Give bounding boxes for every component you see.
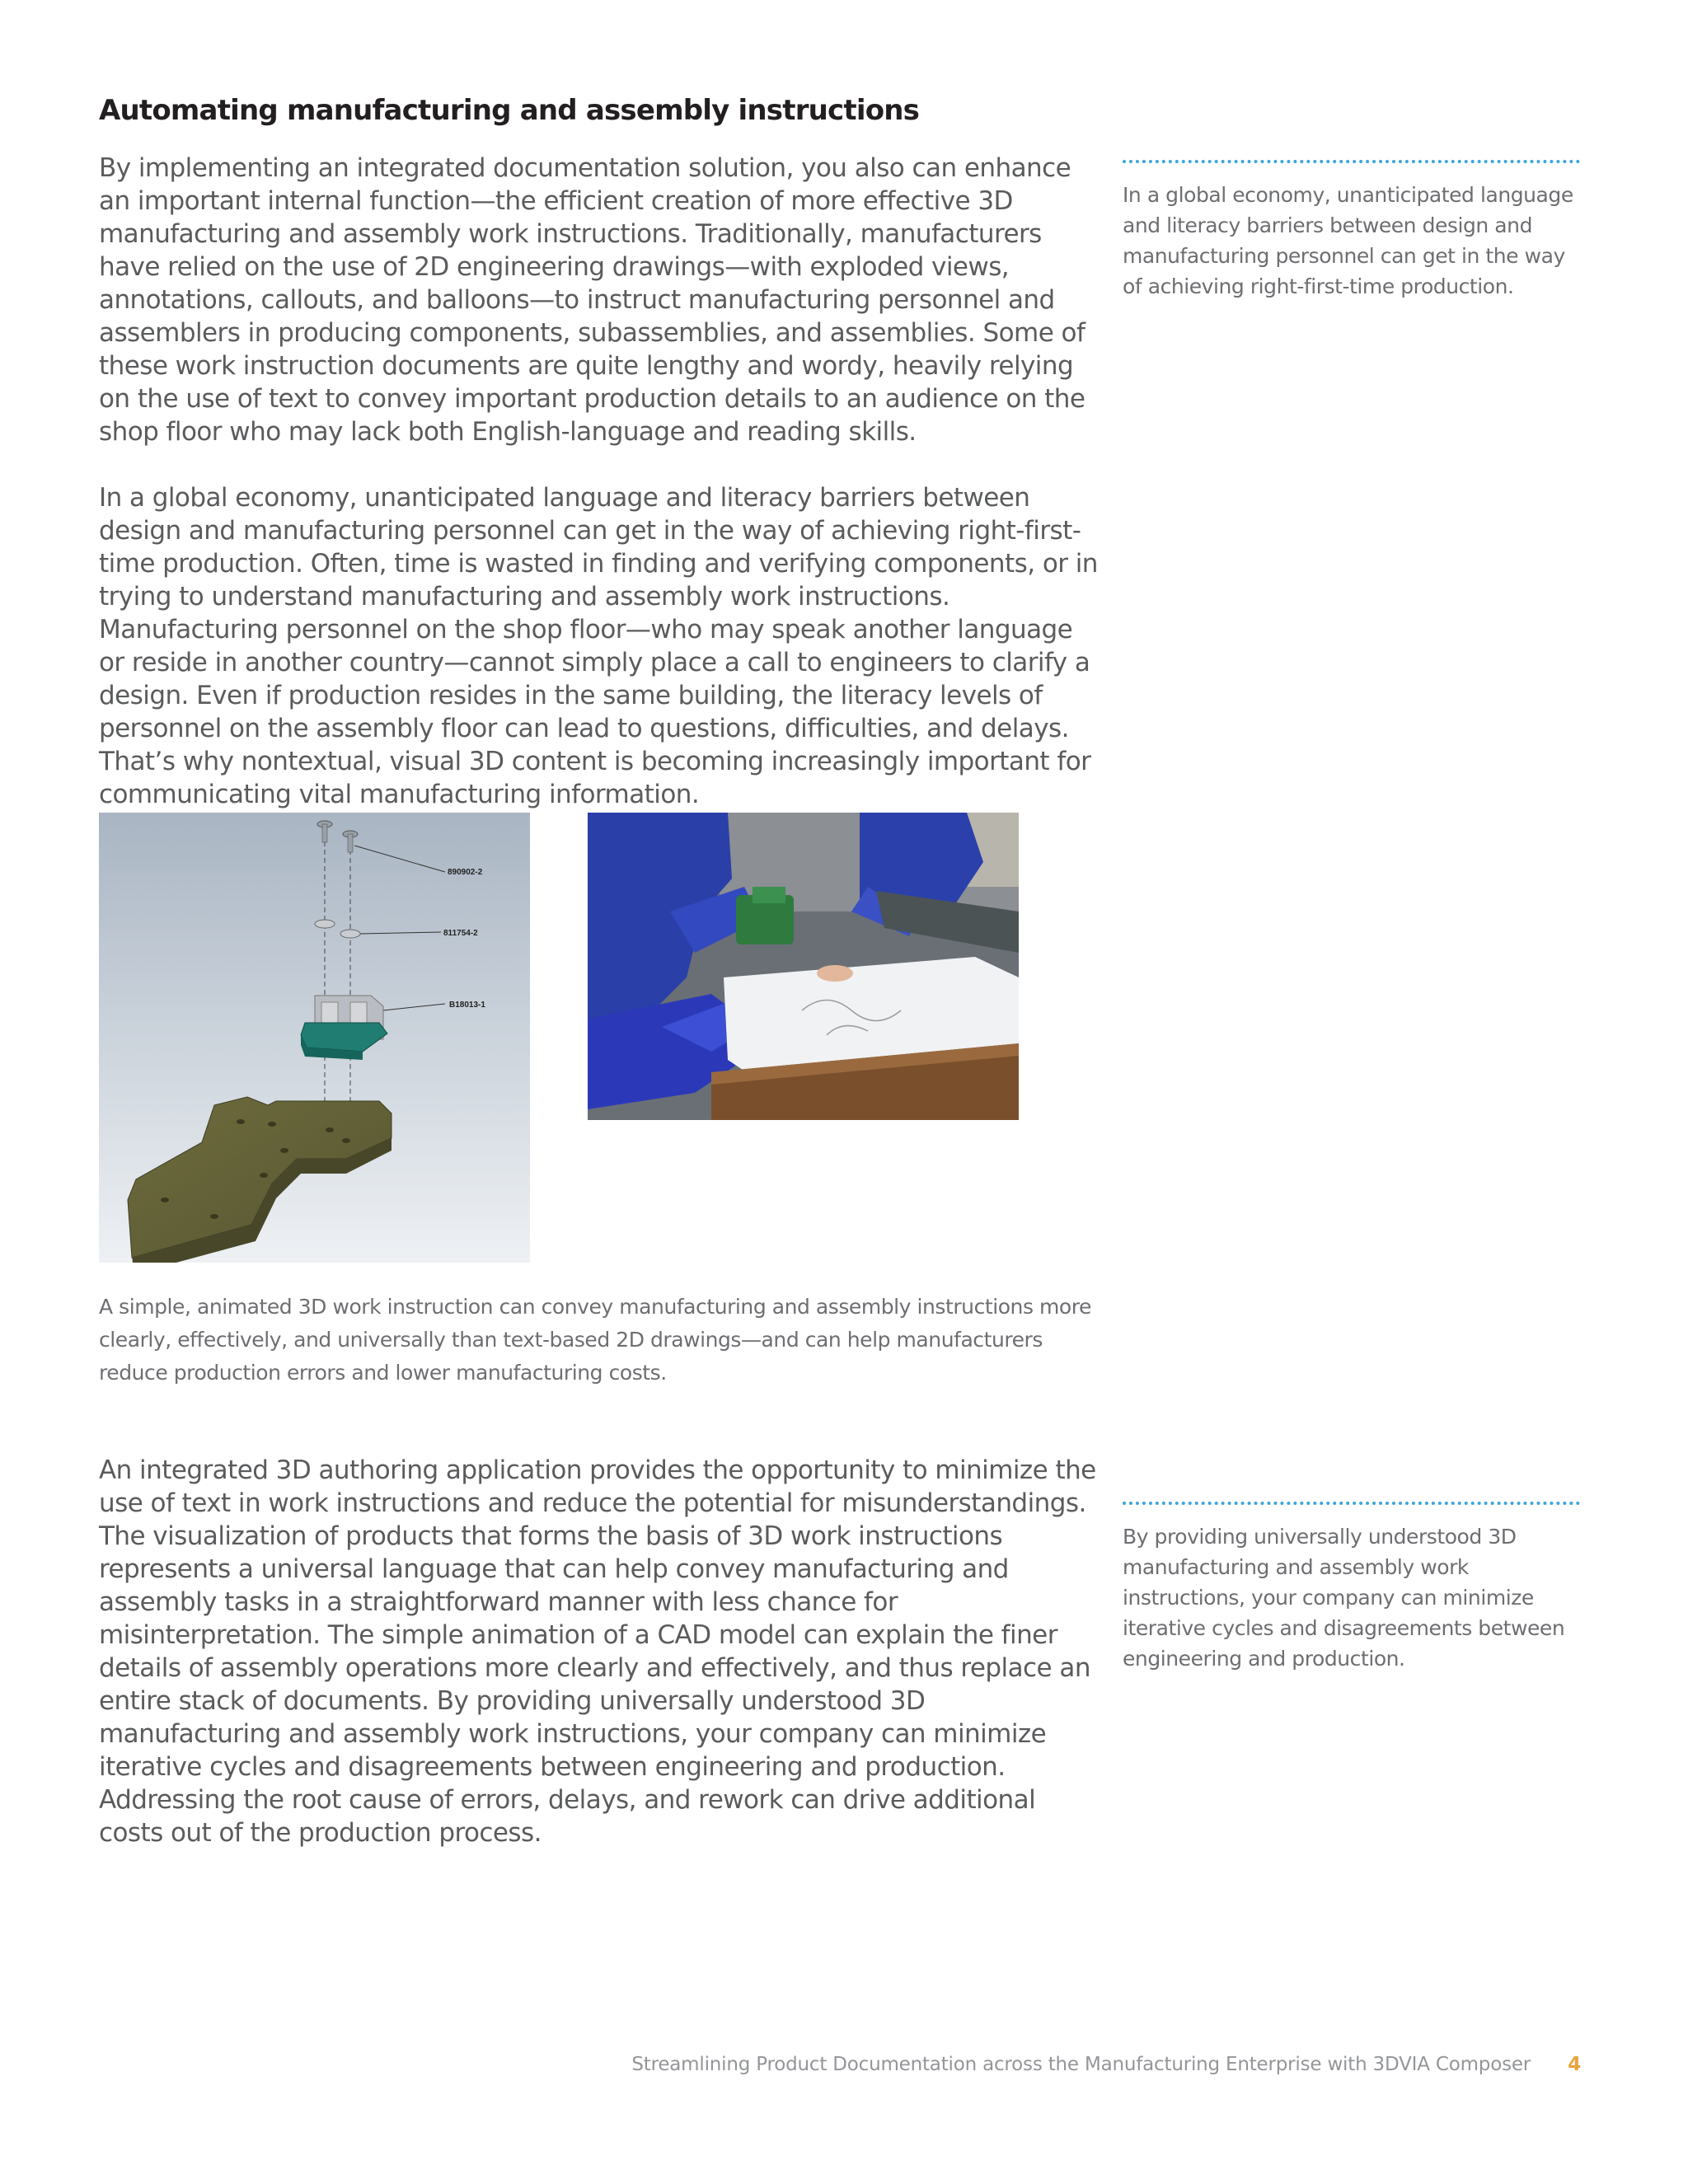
body-paragraph-1: By implementing an integrated documentation solution, you also can enhance an important internal function—the efficient creation of more effective 3D manufacturing and assembly work instructions. Traditionally, manufacturers have relied on the use of 2D engineering drawings—with exploded views, annotations, callouts, and balloons—to instruct manufacturing personnel and assemblers in producing components, subassemblies, and assemblies. Some of these work instruction documents are quite lengthy and wordy, heavily relying on the use of text to convey important production details to an audience on the shop floor who may lack both English-language and reading skills. xyxy=(99,153,1085,447)
cad-exploded-view-image xyxy=(99,813,530,1263)
sidebar-quote-text: By providing universally understood 3D manufacturing and assembly work instructions, your company can minimize iterative cycles and disagreements between engineering and production. xyxy=(1123,1525,1565,1671)
section-heading: Automating manufacturing and assembly instructions xyxy=(99,94,920,127)
cad-callout-label-1: 890902-2 xyxy=(448,868,483,877)
footer-document-title: Streamlining Product Documentation across the Manufacturing Enterprise with 3DVIA Composer xyxy=(631,2054,1531,2075)
cad-callout-label-3: B18013-1 xyxy=(449,1001,485,1010)
cad-callout-label-2: 811754-2 xyxy=(443,929,478,938)
body-paragraph-3: An integrated 3D authoring application provides the opportunity to minimize the use of text in work instructions and reduce the potential for misunderstandings. The visualization of products that forms the basis of 3D work instructions represents a universal language that can help convey manufacturing and assembly tasks in a straightforward manner with less chance for misinterpretation. The simple animation of a CAD model can explain the finer details of assembly operations more clearly and effectively, and thus replace an entire stack of documents. By providing universally understood 3D manufacturing and assembly work instructions, your company can minimize iterative cycles and disagreements between engineering and production. Addressing the root cause of errors, delays, and rework can drive additional costs out of the production process. xyxy=(99,1455,1096,1848)
sidebar-quote-1 xyxy=(1123,160,1580,302)
page-number: 4 xyxy=(1568,2054,1581,2075)
sidebar-quote-text: In a global economy, unanticipated language and literacy barriers between design and manufacturing personnel can get in the way of achieving right-first-time production. xyxy=(1123,183,1573,298)
sidebar-dotted-rule xyxy=(1123,160,1580,163)
sidebar-dotted-rule xyxy=(1123,1502,1580,1505)
page-footer xyxy=(631,2054,1581,2075)
cad-exploded-view-illustration xyxy=(99,813,530,1263)
figure-caption: A simple, animated 3D work instruction can convey manufacturing and assembly instructions more clearly, effectively, and universally than text-based 2D drawings—and can help manufacturers reduce production errors and lower manufacturing costs. xyxy=(99,1295,1091,1385)
body-paragraph-2: In a global economy, unanticipated language and literacy barriers between design and manufacturing personnel can get in the way of achieving right-first-time production. Often, time is wasted in finding and verifying components, or in trying to understand manufacturing and assembly work instructions. Manufacturing personnel on the shop floor—who may speak another language or reside in another country—cannot simply place a call to engineers to clarify a design. Even if production resides in the same building, the literacy levels of personnel on the assembly floor can lead to questions, difficulties, and delays. That’s why nontextual, visual 3D content is becoming increasingly important for communicating vital manufacturing information. xyxy=(99,483,1098,809)
sidebar-quote-2 xyxy=(1123,1502,1580,1674)
workers-reviewing-drawings-illustration xyxy=(588,813,1019,1120)
shop-floor-photo xyxy=(588,813,1019,1120)
